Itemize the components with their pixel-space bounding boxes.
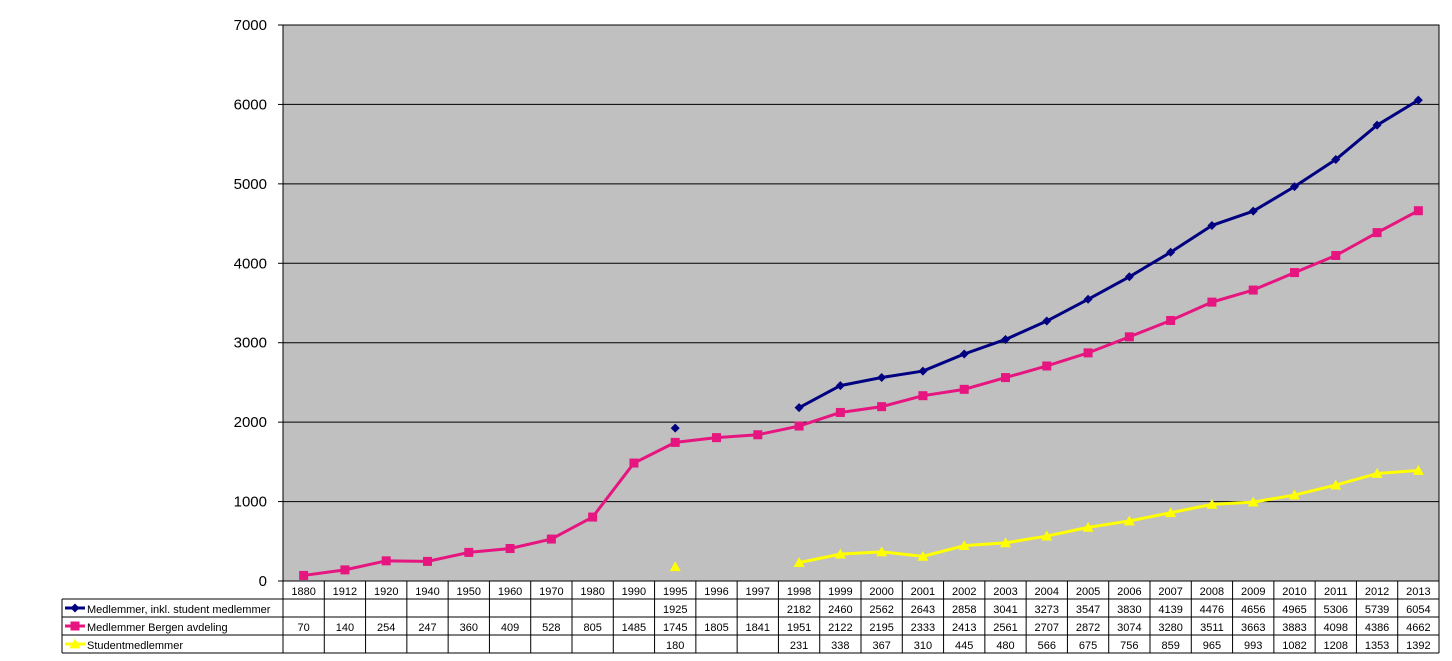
data-label: 3041 — [993, 604, 1018, 616]
x-tick-label: 2009 — [1240, 586, 1266, 598]
data-label: 528 — [542, 622, 561, 634]
data-point — [1001, 373, 1010, 382]
data-label: 675 — [1078, 640, 1098, 652]
y-tick-label: 2000 — [233, 414, 267, 432]
x-tick-label: 2007 — [1158, 586, 1183, 598]
y-tick-label: 4000 — [233, 255, 267, 273]
data-label: 338 — [831, 640, 850, 652]
y-tick-label: 3000 — [233, 334, 267, 352]
data-label: 367 — [872, 640, 891, 652]
data-label: 140 — [335, 622, 355, 634]
x-tick-label: 1880 — [291, 586, 316, 598]
data-label: 1841 — [745, 622, 771, 634]
data-label: 3511 — [1200, 622, 1224, 634]
data-label: 805 — [583, 622, 602, 634]
data-point — [464, 548, 473, 557]
x-tick-label: 2002 — [951, 586, 977, 598]
data-label: 4662 — [1406, 622, 1431, 634]
data-label: 2872 — [1075, 622, 1101, 634]
data-label: 231 — [789, 640, 809, 652]
legend-label: Studentmedlemmer — [87, 640, 183, 652]
x-tick-label: 1970 — [539, 586, 564, 598]
x-tick-label: 2008 — [1199, 586, 1225, 598]
data-label: 1951 — [786, 622, 812, 634]
data-label: 6054 — [1406, 604, 1431, 616]
data-label: 4476 — [1199, 604, 1225, 616]
data-label: 2122 — [828, 622, 853, 634]
data-point — [1373, 228, 1382, 237]
data-point — [299, 571, 308, 580]
x-tick-label: 1912 — [332, 586, 358, 598]
data-point — [1084, 348, 1093, 357]
data-point — [506, 544, 515, 553]
x-tick-label: 1999 — [828, 586, 853, 598]
data-point — [1331, 251, 1340, 260]
data-point — [960, 385, 969, 394]
data-point — [1249, 286, 1258, 295]
data-point — [877, 402, 886, 411]
data-label: 2561 — [993, 622, 1018, 634]
y-tick-label: 6000 — [233, 96, 267, 114]
data-label: 5306 — [1323, 604, 1349, 616]
data-point — [1042, 361, 1051, 370]
x-tick-label: 2012 — [1364, 586, 1390, 598]
data-label: 1485 — [621, 622, 647, 634]
x-tick-label: 2004 — [1034, 586, 1060, 598]
x-tick-label: 2013 — [1406, 586, 1431, 598]
y-tick-label: 7000 — [233, 17, 267, 34]
data-label: 445 — [955, 640, 974, 652]
data-label: 756 — [1120, 640, 1139, 652]
data-label: 3074 — [1117, 622, 1142, 634]
x-tick-label: 2003 — [993, 586, 1018, 598]
x-tick-label: 2001 — [910, 586, 936, 598]
data-point — [629, 459, 638, 468]
data-point — [1414, 206, 1423, 215]
data-label: 2182 — [786, 604, 812, 616]
data-label: 5739 — [1364, 604, 1390, 616]
data-label: 3273 — [1034, 604, 1060, 616]
data-point — [918, 391, 927, 400]
x-tick-label: 1950 — [456, 586, 482, 598]
data-point — [1125, 332, 1134, 341]
x-tick-label: 2005 — [1075, 586, 1101, 598]
data-point — [795, 422, 804, 431]
data-label: 3663 — [1240, 622, 1266, 634]
y-tick-label: 0 — [258, 573, 267, 590]
data-label: 70 — [297, 622, 310, 634]
data-label: 4139 — [1158, 604, 1183, 616]
data-label: 993 — [1244, 640, 1263, 652]
data-label: 2707 — [1034, 622, 1060, 634]
data-point — [423, 557, 432, 566]
x-tick-label: 2006 — [1117, 586, 1142, 598]
data-label: 2858 — [951, 604, 977, 616]
data-point — [588, 513, 597, 522]
x-tick-label: 1940 — [415, 586, 440, 598]
data-label: 310 — [913, 640, 933, 652]
data-label: 965 — [1202, 640, 1222, 652]
data-label: 2413 — [951, 622, 977, 634]
data-label: 1082 — [1282, 640, 1307, 652]
data-point — [1290, 268, 1299, 277]
data-label: 566 — [1037, 640, 1056, 652]
data-point — [71, 622, 80, 631]
data-point — [382, 556, 391, 565]
x-tick-label: 2011 — [1323, 586, 1348, 598]
x-tick-label: 1920 — [373, 586, 399, 598]
data-point — [836, 408, 845, 417]
data-label: 2643 — [910, 604, 936, 616]
data-point — [340, 565, 349, 574]
data-label: 3883 — [1282, 622, 1307, 634]
legend-label: Medlemmer, inkl. student medlemmer — [87, 604, 271, 616]
data-point — [753, 430, 762, 439]
x-tick-label: 1998 — [786, 586, 812, 598]
data-label: 3280 — [1158, 622, 1183, 634]
data-label: 2562 — [869, 604, 894, 616]
y-tick-label: 1000 — [233, 493, 267, 511]
data-table — [62, 581, 1439, 653]
data-label: 3547 — [1075, 604, 1101, 616]
x-tick-label: 2010 — [1282, 586, 1307, 598]
data-label: 2195 — [869, 622, 894, 634]
data-label: 4656 — [1240, 604, 1266, 616]
data-point — [547, 535, 556, 544]
data-label: 1208 — [1323, 640, 1349, 652]
x-tick-label: 1990 — [621, 586, 647, 598]
data-point — [1207, 298, 1216, 307]
data-label: 360 — [459, 622, 478, 634]
x-tick-label: 1996 — [704, 586, 729, 598]
data-label: 409 — [500, 622, 520, 634]
data-point — [712, 433, 721, 442]
data-label: 180 — [666, 640, 685, 652]
legend-label: Medlemmer Bergen avdeling — [87, 622, 228, 634]
data-label: 2460 — [828, 604, 853, 616]
y-axis — [234, 17, 283, 590]
data-label: 4386 — [1364, 622, 1390, 634]
data-label: 1745 — [662, 622, 688, 634]
data-point — [671, 438, 680, 447]
x-tick-label: 1995 — [662, 586, 688, 598]
x-tick-label: 1960 — [497, 586, 523, 598]
data-point — [71, 604, 80, 613]
data-label: 1392 — [1406, 640, 1431, 652]
plot-area — [283, 25, 1439, 581]
data-label: 859 — [1161, 640, 1180, 652]
data-label: 3830 — [1117, 604, 1142, 616]
data-label: 4098 — [1323, 622, 1349, 634]
data-label: 1805 — [704, 622, 729, 634]
data-label: 254 — [377, 622, 396, 634]
data-label: 480 — [996, 640, 1015, 652]
x-tick-label: 1997 — [745, 586, 771, 598]
data-label: 1925 — [662, 604, 688, 616]
data-label: 2333 — [910, 622, 936, 634]
y-tick-label: 5000 — [233, 175, 267, 193]
x-tick-label: 2000 — [869, 586, 894, 598]
data-label: 1353 — [1364, 640, 1390, 652]
data-point — [1166, 316, 1175, 325]
data-label: 247 — [418, 622, 437, 634]
data-label: 4965 — [1282, 604, 1307, 616]
x-tick-label: 1980 — [580, 586, 605, 598]
